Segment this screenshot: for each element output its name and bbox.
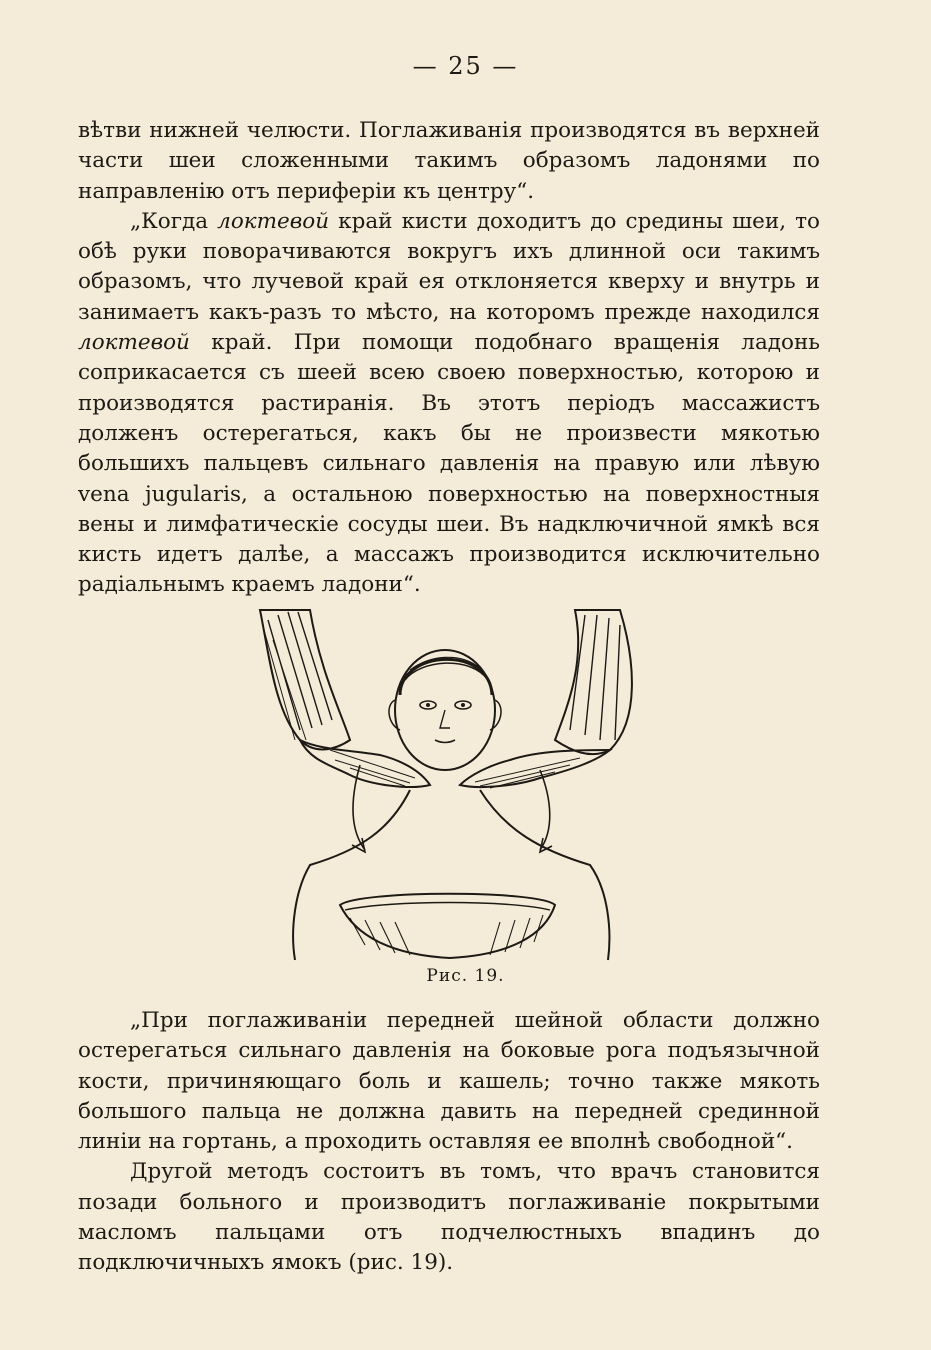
paragraph-1: вѣтви нижней челюсти. Поглаживанія производятся въ верхней части шеи сложенными такимъ образомъ ладонями по направленію отъ периферіи къ центру“. bbox=[78, 118, 820, 204]
paragraph-2-part-1: „Когда bbox=[130, 208, 218, 234]
torso-outline bbox=[293, 790, 410, 960]
paragraph-2-part-2: край кисти доходитъ до средины шеи, то обѣ руки поворачиваются вокругъ ихъ длинной оси такимъ образомъ, что лучевой край ея отклоняется кверху и внутрь и занимаетъ какъ-разъ то мѣсто, на которомъ прежде находился bbox=[78, 208, 820, 325]
basin bbox=[340, 894, 555, 958]
page-number: — 25 — bbox=[412, 52, 519, 80]
paragraph-4: Другой методъ состоитъ въ томъ, что врачъ становится позади больного и производитъ поглаживаніе покрытыми масломъ пальцами отъ подчелюстныхъ впадинъ до подключичныхъ ямокъ (рис. 19). bbox=[78, 1159, 820, 1276]
left-hand bbox=[300, 740, 430, 787]
figure-caption: Рис. 19. bbox=[426, 966, 505, 986]
mouth bbox=[435, 740, 455, 743]
nose bbox=[440, 710, 450, 728]
paragraph-2-italic-2: локтевой bbox=[78, 330, 190, 356]
paragraph-2-part-3: край. При помощи подобнаго вращенія ладонь соприкасается съ шеей всею своею поверхностью, которою и производятся растиранія. Въ этотъ періодъ массажистъ долженъ остерегаться, какъ бы не произвести мякотью большихъ пальцевъ сильнаго давленія на правую или лѣвую vena jugularis, а остальною поверхностью на поверхностныя вены и лимфатическіе сосуды шеи. Въ надключичной ямкѣ вся кисть идетъ далѣе, а массажъ производится исключительно радіальнымъ краемъ ладони“. bbox=[78, 330, 820, 598]
top-text-block bbox=[78, 116, 820, 601]
bottom-text-block bbox=[78, 1006, 820, 1279]
paragraph-2-italic-1: локтевой bbox=[217, 208, 330, 234]
neck-massage-engraving bbox=[240, 600, 690, 970]
figure-illustration bbox=[240, 600, 690, 970]
right-arrow-path bbox=[540, 770, 550, 850]
paragraph-3: „При поглаживаніи передней шейной области должно остерегаться сильнаго давленія на боковые рога подъязычной кости, причиняющаго боль и кашель; точно также мякоть большого пальца не должна давить на передней срединной линіи на гортань, а проходить оставляя ее вполнѣ свободной“. bbox=[78, 1008, 820, 1155]
left-sleeve bbox=[260, 610, 350, 749]
paragraph-2 bbox=[78, 207, 820, 601]
